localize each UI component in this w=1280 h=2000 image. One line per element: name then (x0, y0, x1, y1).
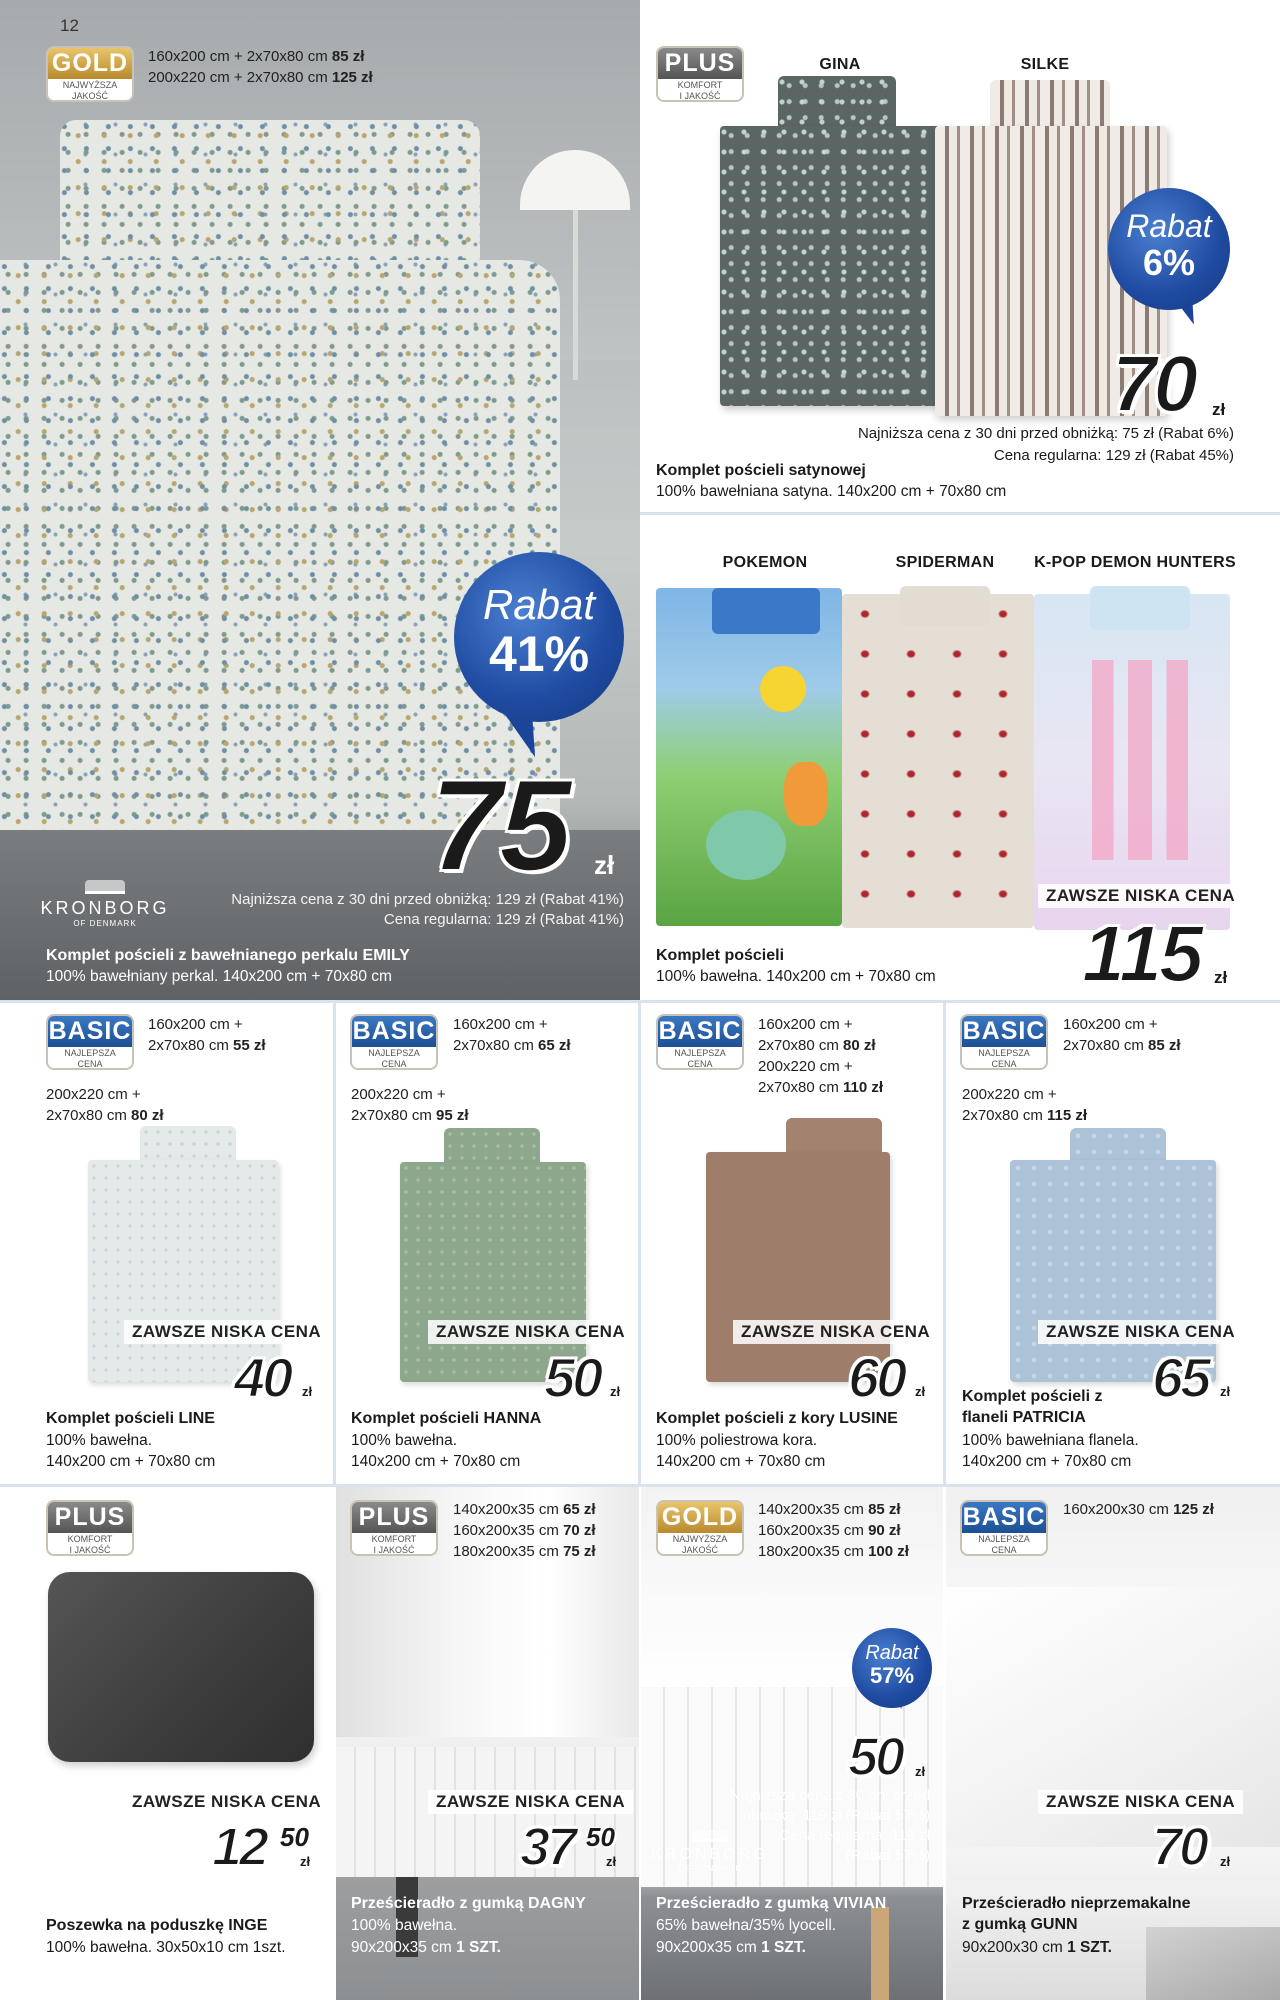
kids-znc: ZAWSZE NISKA CENA (1038, 884, 1243, 908)
satin-price: 70 (1112, 339, 1195, 428)
line-desc1: 100% bawełna. (46, 1432, 152, 1449)
satin-title: Komplet pościeli satynowej (656, 462, 866, 479)
divider-satin (640, 512, 1280, 515)
divider-v1 (333, 1000, 336, 1485)
lusine-desc1: 100% poliestrowa kora. (656, 1432, 818, 1449)
rabat-bubble: Rabat 41% (454, 552, 624, 722)
hero-regular-price: Cena regularna: 129 zł (Rabat 41%) (383, 911, 624, 928)
kids-price: 115 (1082, 909, 1201, 998)
lusine-desc2: 140x200 cm + 70x80 cm (656, 1453, 826, 1470)
line-znc: ZAWSZE NISKA CENA (124, 1320, 329, 1344)
divider-v2 (638, 1000, 641, 1485)
basic-badge: BASIC NAJLEPSZA CENA (960, 1014, 1048, 1070)
bulbasaur-icon (706, 810, 786, 880)
patricia-price: 65 (1152, 1346, 1209, 1409)
name-silke: SILKE (1020, 56, 1070, 73)
hero-currency: zł (594, 850, 615, 880)
dagny-sizes: 140x200x35 cm 65 zł 160x200x35 cm 70 zł 180x200x35 cm 75 zł (453, 1501, 596, 1560)
lusine-price: 60 (848, 1346, 905, 1409)
rabat-57-bubble: Rabat 57% (852, 1628, 932, 1708)
hanna-znc: ZAWSZE NISKA CENA (428, 1320, 633, 1344)
patricia-znc: ZAWSZE NISKA CENA (1038, 1320, 1243, 1344)
name-pokemon: POKEMON (722, 554, 808, 571)
hero-desc: 100% bawełniany perkal. 140x200 cm + 70x80 cm (46, 968, 392, 985)
vivian-currency: zł (915, 1764, 926, 1779)
gunn-price: 70 (1152, 1817, 1207, 1877)
line-title: Komplet pościeli LINE (46, 1410, 215, 1427)
lamp-stand (573, 210, 578, 380)
pokemon-pillow (712, 588, 820, 634)
rabat-6-bubble: Rabat 6% (1108, 188, 1230, 310)
patricia-currency: zł (1220, 1384, 1231, 1399)
vivian-title: Prześcieradło z gumką VIVIAN (656, 1895, 887, 1912)
patricia-sizes-2: 200x220 cm + 2x70x80 cm 115 zł (962, 1086, 1088, 1124)
dagny-desc2: 90x200x35 cm 1 SZT. (351, 1939, 501, 1956)
spiderman-pillow (900, 586, 990, 626)
hanna-sizes-1: 160x200 cm + 2x70x80 cm 65 zł (453, 1016, 571, 1054)
kids-title: Komplet pościeli (656, 947, 785, 964)
dagny-currency: zł (606, 1854, 617, 1869)
vivian-desc1: 65% bawełna/35% lyocell. (656, 1917, 837, 1934)
basic-badge: BASIC NAJLEPSZA CENA (960, 1500, 1048, 1556)
charmander-icon (784, 762, 828, 826)
inge-title: Poszewka na poduszkę INGE (46, 1917, 268, 1934)
gunn-desc: 90x200x30 cm 1 SZT. (962, 1939, 1112, 1956)
lusine-title: Komplet pościeli z kory LUSINE (656, 1410, 898, 1427)
vivian-sizes: 140x200x35 cm 85 zł 160x200x35 cm 90 zł 180x200x35 cm 100 zł (758, 1501, 909, 1560)
gunn-znc: ZAWSZE NISKA CENA (1038, 1790, 1243, 1814)
patricia-sizes-1: 160x200 cm + 2x70x80 cm 85 zł (1063, 1016, 1181, 1054)
divider-v3 (943, 1000, 946, 1485)
kids-currency: zł (1214, 968, 1228, 987)
patricia-desc2: 140x200 cm + 70x80 cm (962, 1453, 1132, 1470)
gunn-sizes: 160x200x30 cm 125 zł (1063, 1501, 1214, 1518)
inge-currency: zł (300, 1854, 311, 1869)
lusine-sizes: 160x200 cm + 2x70x80 cm 80 zł 200x220 cm + 2x70x80 cm 110 zł (758, 1016, 884, 1096)
gunn-currency: zł (1220, 1854, 1231, 1869)
satin-desc: 100% bawełniana satyna. 140x200 cm + 70x80 cm (656, 483, 1007, 500)
line-price: 40 (234, 1346, 291, 1409)
inge-pillow (48, 1572, 314, 1762)
hanna-desc2: 140x200 cm + 70x80 cm (351, 1453, 521, 1470)
name-gina: GINA (819, 56, 861, 73)
kids-desc: 100% bawełna. 140x200 cm + 70x80 cm (656, 968, 936, 985)
inge-znc: ZAWSZE NISKA CENA (124, 1790, 329, 1814)
satin-currency: zł (1212, 400, 1226, 419)
dagny-title: Prześcieradło z gumką DAGNY (351, 1895, 586, 1912)
hanna-currency: zł (610, 1384, 621, 1399)
plus-badge: PLUS KOMFORT I JAKOŚĆ (656, 46, 744, 102)
vivian-price: 50 (848, 1727, 903, 1787)
kronborg-logo: KRONBORG OF DENMARK (40, 880, 170, 928)
satin-regular-price: Cena regularna: 129 zł (Rabat 45%) (993, 447, 1234, 464)
hero-lowest-price: Najniższa cena z 30 dni przed obniżką: 129 zł (Rabat 41%) (231, 891, 624, 908)
page-number: 12 (60, 16, 79, 35)
inge-cents: 50 (280, 1822, 309, 1852)
line-desc2: 140x200 cm + 70x80 cm (46, 1453, 216, 1470)
hero-price: 75 (430, 752, 569, 898)
hanna-price: 50 (544, 1346, 601, 1409)
dagny-znc: ZAWSZE NISKA CENA (428, 1790, 633, 1814)
gold-badge: GOLD NAJWYŻSZA JAKOŚĆ (656, 1500, 744, 1556)
vivian-lowest-price: Najniższa cena z 30 dni przed obniżką: 119 zł (Rabat 57%) Cena regularna: 119 zł (Rabat 57%) (729, 1787, 930, 1864)
line-currency: zł (302, 1384, 313, 1399)
gold-badge: GOLD NAJWYŻSZA JAKOŚĆ (46, 46, 134, 102)
satin-lowest-price: Najniższa cena z 30 dni przed obniżką: 75 zł (Rabat 6%) (857, 425, 1234, 442)
inge-desc: 100% bawełna. 30x50x10 cm 1szt. (46, 1939, 286, 1956)
pikachu-icon (760, 666, 806, 712)
vivian-desc2: 90x200x35 cm 1 SZT. (656, 1939, 806, 1956)
inge-price: 12 (212, 1817, 267, 1877)
dagny-desc1: 100% bawełna. (351, 1917, 457, 1934)
kronborg-logo: KRONBORG OF DENMARK (650, 1830, 770, 1873)
patricia-desc1: 100% bawełniana flanela. (962, 1432, 1139, 1449)
name-spiderman: SPIDERMAN (895, 554, 995, 571)
lusine-znc: ZAWSZE NISKA CENA (733, 1320, 938, 1344)
kpop-figures (1080, 660, 1200, 860)
dagny-price: 37 (520, 1817, 575, 1877)
patricia-title: Komplet pościeli z flaneli PATRICIA (962, 1388, 1103, 1426)
lusine-currency: zł (915, 1384, 926, 1399)
hanna-desc1: 100% bawełna. (351, 1432, 457, 1449)
hanna-sizes-2: 200x220 cm + 2x70x80 cm 95 zł (351, 1086, 469, 1124)
dagny-cents: 50 (586, 1822, 615, 1852)
name-kpop: K-POP DEMON HUNTERS (1034, 554, 1236, 571)
plus-badge: PLUS KOMFORT I JAKOŚĆ (350, 1500, 438, 1556)
basic-badge: BASIC NAJLEPSZA CENA (656, 1014, 744, 1070)
basic-badge: BASIC NAJLEPSZA CENA (46, 1014, 134, 1070)
line-sizes-2: 200x220 cm + 2x70x80 cm 80 zł (46, 1086, 164, 1124)
hero-title: Komplet pościeli z bawełnianego perkalu EMILY (46, 947, 410, 964)
hanna-title: Komplet pościeli HANNA (351, 1410, 542, 1427)
spiderman-duvet (842, 594, 1034, 928)
plus-badge: PLUS KOMFORT I JAKOŚĆ (46, 1500, 134, 1556)
line-sizes-1: 160x200 cm + 2x70x80 cm 55 zł (148, 1016, 266, 1054)
gunn-title: Prześcieradło nieprzemakalne z gumką GUNN (962, 1895, 1191, 1933)
kpop-pillow (1090, 586, 1190, 630)
basic-badge: BASIC NAJLEPSZA CENA (350, 1014, 438, 1070)
hero-sizes: 160x200 cm + 2x70x80 cm 85 zł 200x220 cm + 2x70x80 cm 125 zł (148, 48, 373, 86)
gina-duvet (720, 126, 940, 406)
